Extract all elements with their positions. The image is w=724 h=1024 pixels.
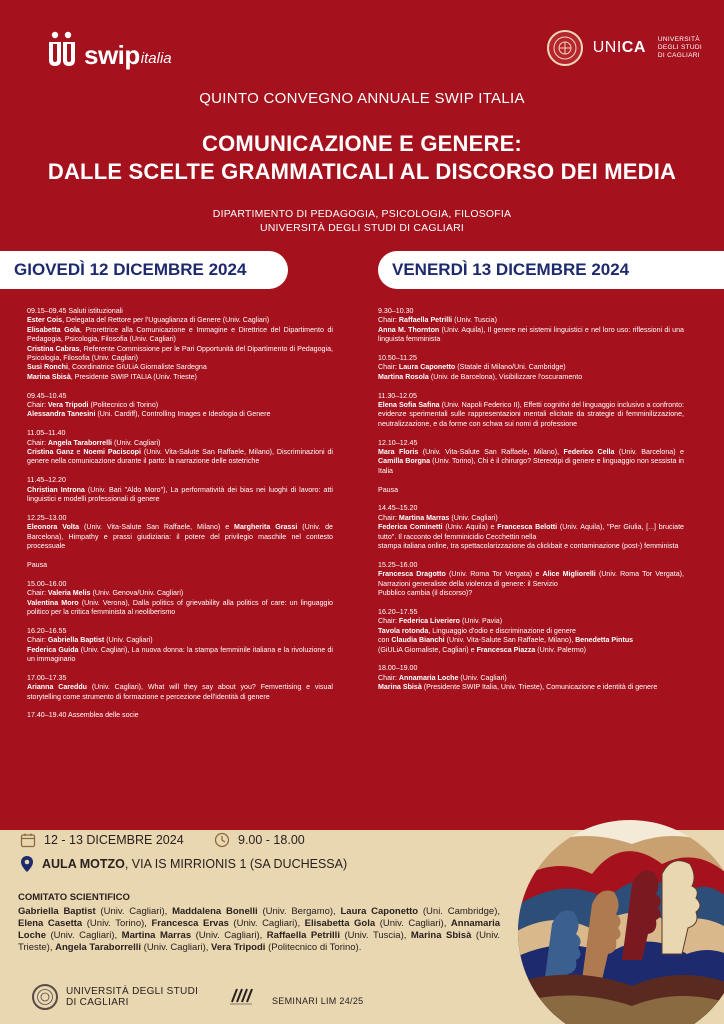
- program-block: [378, 439, 684, 477]
- program-block: [27, 476, 333, 504]
- program-line: 12.25–13.00: [27, 513, 67, 522]
- comitato-member-affiliation: (Univ. Torino),: [82, 918, 152, 929]
- program-line: Federica Cominetti (Univ. Aquila) e Francesca Belotti (Univ. Aquila), "Per Giulia, [...] bruciate tutto". Il racconto del femminicidio Cecchettin nella: [378, 523, 684, 541]
- program-line: Chair: Annamaria Loche (Univ. Cagliari): [378, 673, 507, 682]
- comitato-members: [18, 906, 500, 954]
- comitato-member-affiliation: (Univ. Cagliari),: [191, 930, 267, 941]
- program-block: [378, 307, 684, 345]
- program-line: 09.45–10.45: [27, 391, 67, 400]
- comitato-member-affiliation: (Univ. Bergamo),: [257, 906, 341, 917]
- program-line: 15.00–16.00: [27, 579, 67, 588]
- program-line: Chair: Martina Marras (Univ. Cagliari): [378, 513, 498, 522]
- program-line: Arianna Careddu (Univ. Cagliari), What will they say about you? Femvertising e visual storytelling come strumento di formazione e percezione dell'identità di genere: [27, 683, 333, 701]
- university-seal-icon: [547, 30, 583, 66]
- comitato-heading: COMITATO SCIENTIFICO: [18, 892, 130, 903]
- footer-university-name: UNIVERSITÀ DEGLI STUDI DI CAGLIARI: [66, 986, 199, 1008]
- program-line: 9.30–10.30: [378, 307, 414, 315]
- swip-wordmark: swip: [84, 40, 140, 70]
- seminari-label: SEMINARI LIM 24/25: [272, 996, 364, 1006]
- program-line: Anna M. Thornton (Univ. Aquila), Il genere nei sistemi linguistici e nel loro uso: riflessioni di una linguista femminista: [378, 325, 684, 344]
- comitato-member-name: Martina Marras: [121, 930, 192, 941]
- program-block: [27, 711, 333, 720]
- program-line: 16.20–17.55: [378, 607, 418, 616]
- comitato-member-affiliation: (Univ. Tuscia),: [339, 930, 411, 941]
- program-line: Marina Sbisà, Presidente SWIP ITALIA (Univ. Trieste): [27, 372, 197, 381]
- time-row: [214, 832, 305, 848]
- program-line: Cristina Ganz e Noemi Paciscopi (Univ. Vita-Salute San Raffaele, Milano), Discriminazioni di genere nella comunicazione durante il parto: la narrazione delle ostetriche: [27, 448, 333, 466]
- comitato-member-name: Annamaria Loche: [18, 918, 501, 941]
- university-seal-icon: [32, 984, 58, 1010]
- program-block: [378, 504, 684, 551]
- program-line: Chair: Gabriella Baptist (Univ. Cagliari): [27, 636, 153, 645]
- program-line: 11.30–12.05: [378, 391, 417, 400]
- program-line: 15.25–16.00: [378, 560, 418, 569]
- program-line: 10.50–11.25: [378, 354, 417, 363]
- program-line: 09.15–09.45 Saluti istituzionali: [27, 307, 123, 315]
- unica-logo: [547, 30, 702, 66]
- program-line: Chair: Laura Caponetto (Statale di Milano/Uni. Cambridge): [378, 363, 566, 372]
- program-line: Chair: Vera Tripodi (Politecnico di Torino): [27, 401, 159, 410]
- program-line: 12.10–12.45: [378, 438, 418, 447]
- program-line: Federica Guida (Univ. Cagliari), La nuova donna: la stampa femminile italiana e la rivoluzione di un immaginario: [27, 645, 334, 663]
- comitato-member-name: Raffaella Petrilli: [266, 930, 340, 941]
- day-1-program: [27, 307, 333, 730]
- program-line: Elena Sofia Safina (Univ. Napoli Federico II), Effetti cognitivi del linguaggio inclusivo a confronto: evidenze sperimentali sulle rappresentazioni mentali elicitate da strategie di femminilizzazione, neutralizzazione, e da forme con schwa sui nomi di professione: [378, 401, 684, 428]
- venue-row: [20, 855, 347, 873]
- program-block: [378, 664, 684, 692]
- program-block: [27, 580, 333, 618]
- program-line: Chair: Angela Taraborrelli (Univ. Cagliari): [27, 438, 161, 447]
- comitato-member-name: Laura Caponetto: [340, 906, 419, 917]
- program-block: [378, 392, 684, 430]
- department-info: DIPARTIMENTO DI PEDAGOGIA, PSICOLOGIA, FILOSOFIA UNIVERSITÀ DEGLI STUDI DI CAGLIARI: [212, 208, 512, 234]
- program-line: Elisabetta Gola, Prorettrice alla Comunicazione e Immagine e Direttrice del Dipartimento di Pedagogia, Psicologia, Filosofia (Univ. Cagliari): [27, 325, 334, 344]
- day-2-banner: VENERDÌ 13 DICEMBRE 2024: [378, 251, 724, 289]
- lim-logo-icon: [228, 986, 254, 1006]
- program-line: Marina Sbisà (Presidente SWIP Italia, Univ. Trieste), Comunicazione e identità di genere: [378, 683, 658, 692]
- program-block: [27, 561, 333, 570]
- comitato-member-name: Vera Tripodi: [211, 942, 266, 953]
- comitato-member-name: Angela Taraborrelli: [55, 942, 142, 953]
- program-line: Chair: Valeria Melis (Univ. Genova/Univ. Cagliari): [27, 589, 184, 598]
- program-line: 11.05–11.40: [27, 429, 66, 438]
- comitato-member-name: Gabriella Baptist: [18, 906, 96, 917]
- program-block: [27, 514, 333, 552]
- dates-row: [20, 832, 184, 848]
- program-block: [27, 307, 333, 382]
- program-block: [27, 392, 333, 420]
- comitato-member-name: Francesca Ervas: [151, 918, 229, 929]
- location-pin-icon: [20, 855, 34, 873]
- profile-faces-illustration: [512, 814, 724, 1024]
- unica-subtitle: UNIVERSITÀ DEGLI STUDI DI CAGLIARI: [657, 36, 702, 59]
- program-line: Susi Ronchi, Coordinatrice GiULiA Giornaliste Sardegna: [27, 363, 207, 372]
- program-block: [378, 354, 684, 382]
- day-2-program: [378, 307, 684, 702]
- program-line: 18.00–19.00: [378, 664, 418, 673]
- swip-logo-icon: [46, 30, 78, 68]
- program-block: [27, 429, 333, 467]
- program-block: [378, 608, 684, 655]
- program-line: 17.40–19.40 Assemblea delle socie: [27, 711, 139, 720]
- comitato-member-affiliation: (Univ. Cagliari),: [228, 918, 305, 929]
- program-block: [27, 674, 333, 702]
- swip-italia-wordmark: italia: [140, 50, 172, 67]
- program-block: [378, 486, 684, 495]
- comitato-member-affiliation: (Univ. Cagliari),: [95, 906, 173, 917]
- program-line: Eleonora Volta (Univ. Vita-Salute San Raffaele, Milano) e Margherita Grassi (Univ. de Barcelona), Himpathy e prassi giudiziaria: il potere del privilegio maschile nel contesto processuale: [27, 523, 333, 551]
- comitato-member-affiliation: (Univ. Cagliari),: [45, 930, 122, 941]
- conference-title: COMUNICAZIONE E GENERE: DALLE SCELTE GRAMMATICALI AL DISCORSO DEI MEDIA: [47, 131, 677, 184]
- swip-italia-logo: [46, 30, 172, 68]
- comitato-member-affiliation: (Politecnico di Torino).: [265, 942, 362, 953]
- program-line: (GiULiA Giornaliste, Cagliari) e Francesca Piazza (Univ. Palermo): [378, 645, 587, 654]
- unica-wordmark: UNICA: [592, 39, 646, 56]
- day-1-banner: GIOVEDÌ 12 DICEMBRE 2024: [0, 251, 288, 289]
- event-venue: AULA MOTZO, VIA IS MIRRIONIS 1 (SA DUCHESSA): [42, 857, 348, 871]
- comitato-member-affiliation: (Univ. Cagliari),: [375, 918, 451, 929]
- comitato-member-name: Elisabetta Gola: [304, 918, 376, 929]
- program-line: Pausa: [378, 485, 399, 494]
- program-line: 17.00–17.35: [27, 673, 67, 682]
- program-line: 11.45–12.20: [27, 476, 66, 485]
- footer-university-logo: [32, 984, 198, 1010]
- conference-subtitle: QUINTO CONVEGNO ANNUALE SWIP ITALIA: [199, 90, 525, 107]
- program-line: 14.45–15.20: [378, 504, 418, 513]
- event-time: 9.00 - 18.00: [238, 833, 305, 847]
- program-line: Chair: Raffaella Petrilli (Univ. Tuscia): [378, 316, 497, 325]
- comitato-member-affiliation: (Univ. Cagliari),: [141, 942, 212, 953]
- comitato-member-affiliation: (Uni. Cambridge),: [418, 906, 501, 917]
- program-line: stampa italiana online, tra spettacolarizzazione da clickbait e contaminazione (post-) femminista: [378, 542, 679, 551]
- program-line: 16.20–16.55: [27, 626, 67, 635]
- program-line: Cristina Cabras, Referente Commissione per le Pari Opportunità del Dipartimento di Pedagogia, Psicologia, Filosofia (Univ. Cagliari): [27, 344, 333, 363]
- program-line: Pubblico cambia (il discorso)?: [378, 589, 473, 598]
- program-line: Tavola rotonda, Linguaggio d'odio e discriminazione di genere: [378, 626, 576, 635]
- program-line: Mara Floris (Univ. Vita-Salute San Raffaele, Milano), Federico Cella (Univ. Barcelona) e Camilla Borgna (Univ. Torino), Chi è il chirurgo? Stereotipi di genere e linguaggio non sessista in Italia: [378, 448, 684, 475]
- program-line: Pausa: [27, 560, 48, 569]
- program-line: con Claudia Bianchi (Univ. Vita-Salute San Raffaele, Milano), Benedetta Pintus: [378, 636, 634, 645]
- event-dates: 12 - 13 DICEMBRE 2024: [44, 833, 184, 847]
- program-line: Valentina Moro (Univ. Verona), Dalla politics of grievability alla politics of care: un linguaggio politico per la critica femminista al neoliberismo: [27, 598, 334, 616]
- calendar-icon: [20, 832, 36, 848]
- program-line: Chair: Federica Liveriero (Univ. Pavia): [378, 617, 503, 626]
- program-line: Francesca Dragotto (Univ. Roma Tor Vergata) e Alice Migliorelli (Univ. Roma Tor Vergata), Narrazioni generaliste della violenza di genere: il Servizio: [378, 570, 684, 588]
- comitato-member-name: Maddalena Bonelli: [172, 906, 258, 917]
- program-line: Alessandra Tanesini (Uni. Cardiff), Controlling Images e Ideologia di Genere: [27, 410, 271, 419]
- program-block: [378, 561, 684, 599]
- comitato-member-affiliation: (Univ. Trieste),: [18, 930, 501, 953]
- program-line: Martina Rosola (Univ. de Barcelona), Visibilizzare l'oscuramento: [378, 372, 583, 381]
- comitato-member-name: Marina Sbisà: [410, 930, 472, 941]
- clock-icon: [214, 832, 230, 848]
- program-line: Ester Cois, Delegata del Rettore per l'Uguaglianza di Genere (Univ. Cagliari): [27, 316, 270, 325]
- comitato-member-name: Elena Casetta: [18, 918, 83, 929]
- program-line: Christian Introna (Univ. Bari "Aldo Moro"), La performatività dei bias nei luoghi di lavoro: atti linguistici e modelli professionali di genere: [27, 485, 333, 504]
- program-block: [27, 627, 333, 665]
